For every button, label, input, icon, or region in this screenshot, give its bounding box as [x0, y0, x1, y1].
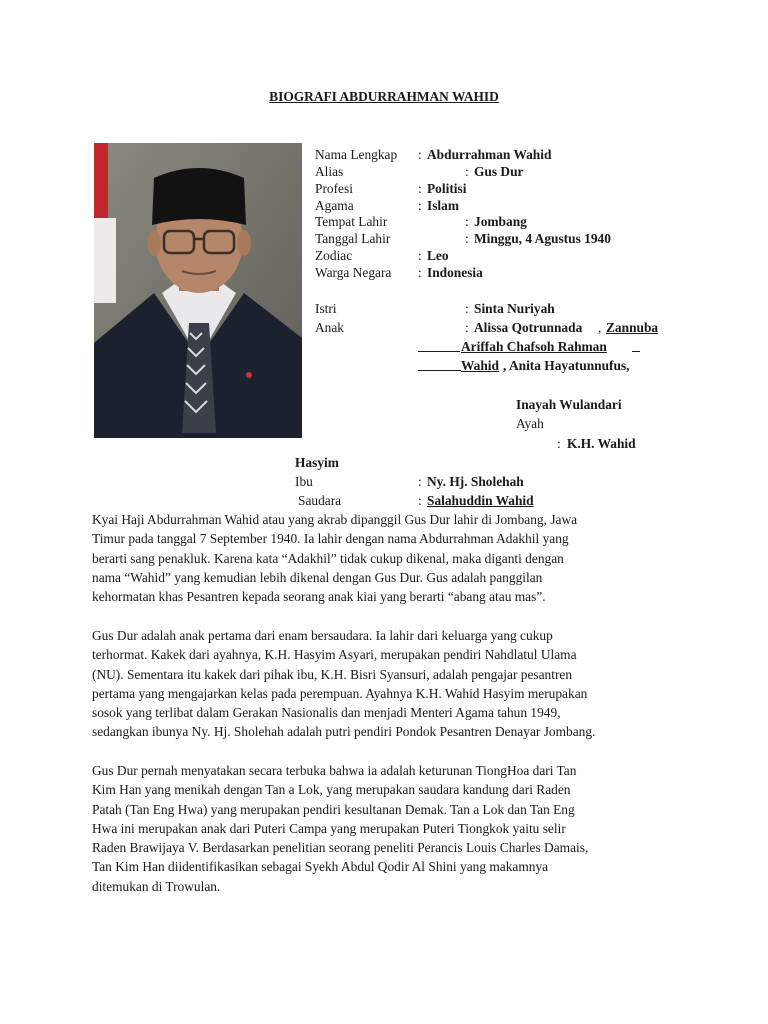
- paragraph-1: [92, 510, 692, 606]
- colon: :: [465, 214, 469, 229]
- paragraph-2: [92, 626, 692, 742]
- colon: :: [418, 265, 422, 280]
- value-tanggal-lahir: Minggu, 4 Agustus 1940: [474, 231, 611, 246]
- paragraph-line: berarti sang penakluk. Karena kata “Adakhil” tidak cukup dikenal, maka diganti dengan: [92, 550, 564, 566]
- label-tanggal-lahir: Tanggal Lahir: [315, 231, 391, 246]
- value-ibu: Ny. Hj. Sholehah: [427, 474, 524, 489]
- colon: :: [418, 248, 422, 263]
- label-anak: Anak: [315, 320, 345, 335]
- paragraph-line: ditemukan di Trowulan.: [92, 878, 221, 894]
- colon: :: [465, 231, 469, 246]
- paragraph-line: Hwa ini merupakan anak dari Puteri Campa yang merupakan Puteri Tiongkok yaitu selir: [92, 820, 566, 836]
- value-zodiac: Leo: [427, 248, 449, 263]
- colon: :: [418, 147, 422, 162]
- paragraph-3: [92, 761, 692, 896]
- label-ayah: Ayah: [516, 416, 544, 431]
- value-tempat-lahir: Jombang: [474, 214, 527, 229]
- colon: :: [557, 436, 561, 451]
- value-warga-negara: Indonesia: [427, 265, 483, 280]
- anak-comma: ,: [598, 320, 602, 335]
- value-profesi: Politisi: [427, 181, 467, 196]
- value-anak-2b: Ariffah Chafsoh Rahman: [461, 339, 607, 354]
- value-anak-2c: Wahid: [461, 358, 499, 373]
- value-anak-1: Alissa Qotrunnada: [474, 320, 583, 335]
- label-alias: Alias: [315, 164, 344, 179]
- value-anak-3: , Anita Hayatunnufus,: [503, 358, 630, 373]
- value-anak-2a: Zannuba: [606, 320, 659, 335]
- colon: :: [465, 301, 469, 316]
- paragraph-line: Raden Brawijaya V. Berdasarkan penelitian seorang peneliti Perancis Louis Charles Damais,: [92, 840, 589, 856]
- label-ibu: Ibu: [295, 474, 313, 489]
- paragraph-line: pertama yang mengajarkan kelas pada perempuan. Ayahnya K.H. Wahid Hasyim merupakan: [92, 685, 588, 701]
- paragraph-line: Patah (Tan Eng Hwa) yang merupakan pendiri kesultanan Demak. Tan a Lok dan Tan Eng: [92, 801, 575, 817]
- value-ayah: K.H. Wahid: [567, 436, 636, 451]
- colon: :: [418, 493, 422, 508]
- page-title: BIOGRAFI ABDURRAHMAN WAHID: [269, 89, 499, 104]
- colon: :: [418, 181, 422, 196]
- paragraph-line: sedangkan ibunya Ny. Hj. Sholehah adalah putri pendiri Pondok Pesantren Denayar Jombang.: [92, 724, 596, 740]
- label-profesi: Profesi: [315, 181, 353, 196]
- value-agama: Islam: [427, 198, 459, 213]
- label-zodiac: Zodiac: [315, 248, 353, 263]
- paragraph-line: Gus Dur pernah menyatakan secara terbuka bahwa ia adalah keturunan TiongHoa dari Tan: [92, 763, 577, 778]
- label-warga-negara: Warga Negara: [315, 265, 392, 280]
- colon: :: [465, 164, 469, 179]
- value-nama: Abdurrahman Wahid: [427, 147, 552, 162]
- underline-rule: [632, 351, 640, 352]
- paragraph-line: sosok yang terlibat dalam Gerakan Nasionalis dan menjadi Menteri Agama tahun 1949,: [92, 705, 561, 721]
- label-agama: Agama: [315, 198, 354, 213]
- value-ayah-cont: Hasyim: [295, 455, 339, 470]
- label-saudara: Saudara: [298, 493, 342, 508]
- value-saudara: Salahuddin Wahid: [427, 493, 534, 508]
- paragraph-line: terhormat. Kakek dari ayahnya, K.H. Hasyim Asyari, merupakan pendiri Nahdlatul Ulama: [92, 647, 577, 663]
- paragraph-line: kehormatan khas Pesantren kepada seorang anak kiai yang berarti “abang atau mas”.: [92, 589, 546, 605]
- paragraph-line: nama “Wahid” yang kemudian lebih dikenal dengan Gus Dur. Gus adalah panggilan: [92, 569, 543, 585]
- paragraph-line: (NU). Sementara itu kakek dari pihak ibu, K.H. Bisri Syansuri, adalah pengajar pesantren: [92, 666, 573, 682]
- label-tempat-lahir: Tempat Lahir: [315, 214, 388, 229]
- value-istri: Sinta Nuriyah: [474, 301, 555, 316]
- underline-rule: [418, 370, 461, 371]
- portrait-photo: [94, 143, 302, 438]
- paragraph-line: Tan Kim Han diidentifikasikan sebagai Syekh Abdul Qodir Al Shini yang makamnya: [92, 859, 549, 875]
- label-nama: Nama Lengkap: [315, 147, 398, 162]
- paragraph-line: Kim Han yang menikah dengan Tan a Lok, yang merupakan saudara kandung dari Raden: [92, 782, 571, 798]
- paragraph-line: Kyai Haji Abdurrahman Wahid atau yang akrab dipanggil Gus Dur lahir di Jombang, Jawa: [92, 512, 578, 527]
- underline-rule: [418, 351, 460, 352]
- paragraph-line: Timur pada tanggal 7 September 1940. Ia lahir dengan nama Abdurrahman Adakhil yang: [92, 531, 569, 547]
- value-alias: Gus Dur: [474, 164, 524, 179]
- colon: :: [465, 320, 469, 335]
- label-istri: Istri: [315, 301, 337, 316]
- paragraph-line: Gus Dur adalah anak pertama dari enam bersaudara. Ia lahir dari keluarga yang cukup: [92, 628, 553, 643]
- value-anak-4: Inayah Wulandari: [516, 397, 622, 412]
- colon: :: [418, 198, 422, 213]
- colon: :: [418, 474, 422, 489]
